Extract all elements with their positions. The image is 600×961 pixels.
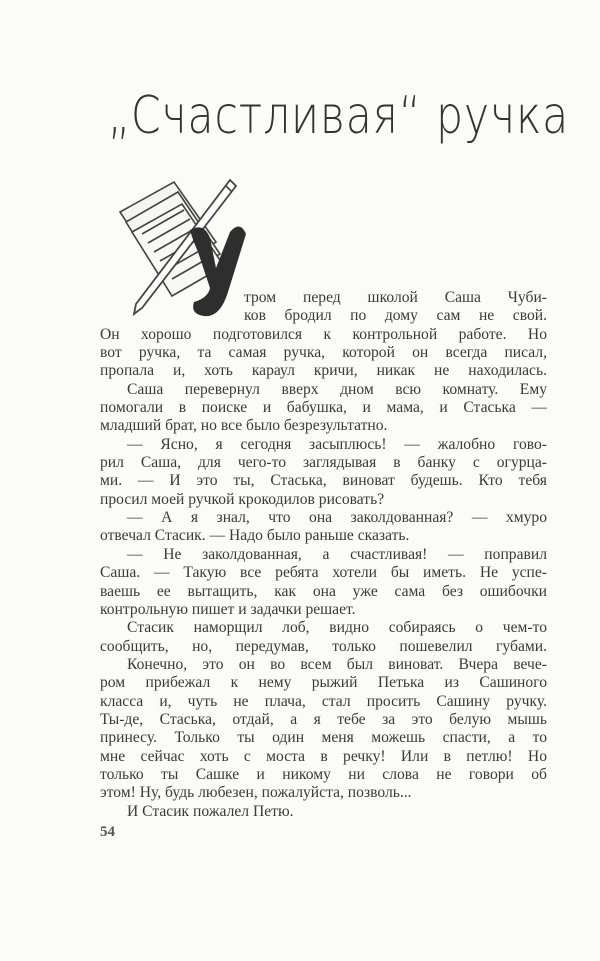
text-line: контрольную пишет и задачки решает.: [100, 600, 356, 618]
text-line: Ты-де, Стаська, отдай, а я тебе за это белую мышь: [100, 710, 547, 728]
text-line: ков бродил по дому сам не свой.: [244, 307, 547, 325]
text-line: Стасик наморщил лоб, видно собираясь о чем-то: [127, 619, 547, 637]
drop-cap-letter: У: [112, 172, 113, 173]
text-line: вот ручка, та самая ручка, которой он всегда писал,: [100, 344, 547, 362]
text-line: Саша. — Такую все ребята хотели бы иметь. Не успе-: [100, 564, 547, 582]
text-line: просил моей ручкой крокодилов рисовать?: [100, 490, 385, 508]
text-line: помогали в поиске и бабушка, и мама, и Стаська —: [100, 399, 547, 417]
text-line: сообщить, но, передумав, только пошевелил губами.: [100, 637, 547, 655]
text-line: Саша перевернул вверх дном всю комнату. Ему: [127, 380, 547, 398]
text-line: отвечал Стасик. — Надо было раньше сказать.: [100, 527, 410, 545]
text-line: только ты Сашке и никому ни слова не говори об: [100, 765, 547, 783]
text-line: ваешь ее вытащить, как она уже сама без ошибочки: [100, 582, 547, 600]
text-line: ми. — И это ты, Стаська, виноват будешь. Кто тебя: [100, 472, 547, 490]
text-line: принесу. Только ты один меня можешь спасти, а то: [100, 729, 547, 747]
text-line: тром перед школой Саша Чуби-: [244, 289, 547, 306]
text-line: мне сейчас хоть с моста в речку! Или в петлю! Но: [100, 747, 547, 765]
text-line: — А я знал, что она заколдованная? — хмуро: [127, 509, 547, 527]
text-line: Конечно, это он во всем был виноват. Вчера вече-: [127, 655, 547, 673]
text-line: пропала и, хоть караул кричи, никак не находилась.: [100, 362, 547, 380]
text-line: Он хорошо подготовился к контрольной работе. Но: [100, 325, 547, 343]
text-line: — Не заколдованная, а счастливая! — поправил: [127, 545, 547, 563]
text-line: класса и, чуть не плача, стал просить Сашину ручку.: [100, 692, 547, 710]
text-line: рил Саша, для чего-то заглядывая в банку с огурца-: [100, 454, 547, 472]
page-number: 54: [100, 824, 115, 840]
text-line: этом! Ну, будь любезен, пожалуйста, позволь...: [100, 784, 412, 802]
story-body: [100, 289, 547, 821]
text-line: младший брат, но все было безрезультатно.: [100, 417, 388, 435]
text-line: ром прибежал к нему рыжий Петька из Сашиного: [100, 674, 547, 692]
text-line: — Ясно, я сегодня засыплюсь! — жалобно гово-: [127, 435, 547, 453]
story-title: „Счастливая“ ручка: [108, 86, 570, 146]
text-line: И Стасик пожалел Петю.: [127, 802, 294, 820]
